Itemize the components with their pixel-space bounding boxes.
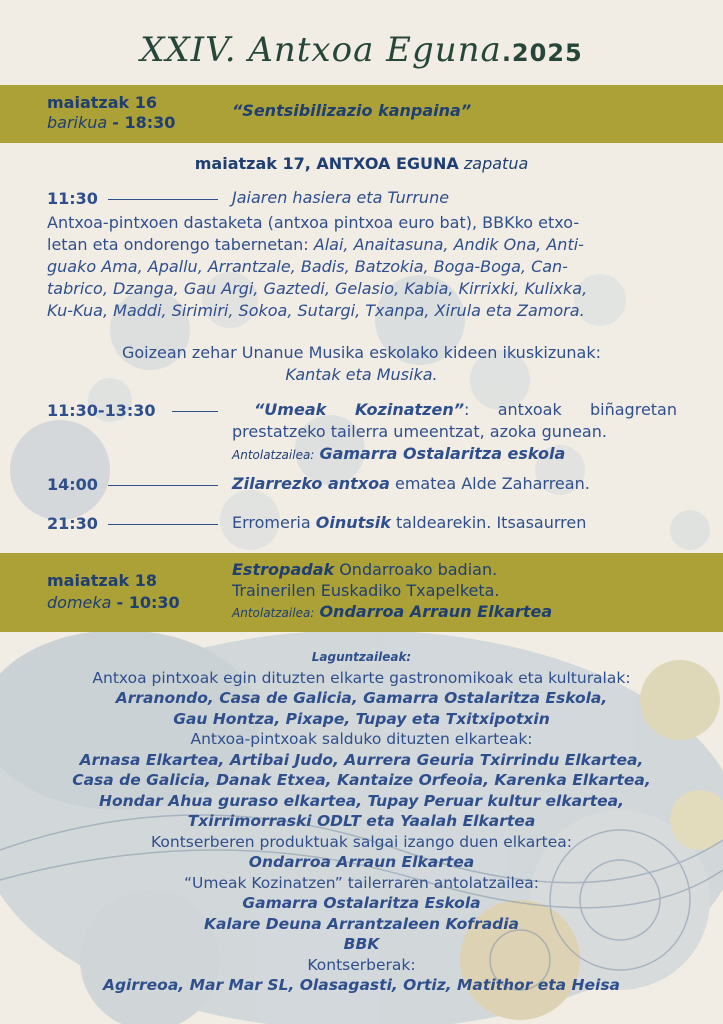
credits-line-8: Txirrimorraski ODLT eta Yaalah Elkartea bbox=[187, 812, 536, 830]
e4-desc: taldearekin. Itsasaurren bbox=[390, 513, 587, 532]
credits-line-16: Agirreoa, Mar Mar SL, Olasagasti, Ortiz, Matithor eta Heisa bbox=[102, 976, 621, 994]
credits-heading: Laguntzaileak: bbox=[311, 650, 412, 664]
e1-divider bbox=[108, 199, 218, 200]
pintxo-line-1: Antxoa-pintxoen dastaketa (antxoa pintxoa euro bat), BBKko etxo- bbox=[47, 213, 580, 232]
credits-line-9: Kontserberen produktuak salgai izango duen elkartea: bbox=[151, 832, 572, 851]
e4-block bbox=[232, 512, 586, 534]
musika-block bbox=[0, 342, 723, 386]
e4-pre: Erromeria bbox=[232, 513, 316, 532]
credits-line-5: Arnasa Elkartea, Artibai Judo, Aurrera Geuria Txirrindu Elkartea, bbox=[79, 750, 644, 769]
e2-block bbox=[232, 399, 677, 466]
pintxo-line-5: Ku-Kua, Maddi, Sirimiri, Sokoa, Sutargi, Txanpa, Xirula eta Zamora. bbox=[47, 301, 585, 320]
e3-divider bbox=[108, 485, 218, 486]
may18-block bbox=[232, 559, 552, 624]
credits-line-14: BBK bbox=[343, 935, 380, 953]
credits-line-3: Gau Hontza, Pixape, Tupay eta Txitxipotxin bbox=[173, 709, 550, 728]
musika-line-1: Goizean zehar Unanue Musika eskolako kideen ikuskizunak: bbox=[121, 343, 602, 362]
pintxo-paragraph bbox=[47, 212, 677, 322]
may16-event: “Sentsibilizazio kanpaina” bbox=[232, 101, 472, 120]
credits-block bbox=[20, 647, 703, 996]
e2-desc2: prestatzeko tailerra umeentzat, azoka gunean. bbox=[232, 422, 607, 441]
e3-desc: ematea Alde Zaharrean. bbox=[389, 474, 590, 493]
e2-org-label: Antolatzailea: bbox=[232, 448, 315, 462]
may17-day: zapatua bbox=[463, 154, 529, 173]
e3-time: 14:00 bbox=[47, 475, 98, 494]
title-main: XXIV. Antxoa Eguna bbox=[140, 30, 502, 70]
may18-org: Ondarroa Arraun Elkartea bbox=[319, 602, 553, 621]
musika-line-2: Kantak eta Musika. bbox=[285, 365, 438, 384]
e4-title: Oinutsik bbox=[315, 513, 391, 532]
credits-line-13: Kalare Deuna Arrantzaleen Kofradia bbox=[203, 914, 520, 933]
e2-divider bbox=[172, 411, 218, 412]
credits-line-1: Antxoa pintxoak egin dituzten elkarte gastronomikoak eta kulturalak: bbox=[92, 668, 631, 687]
credits-line-12: Gamarra Ostalaritza Eskola bbox=[242, 894, 481, 912]
e1-desc: Jaiaren hasiera eta Turrune bbox=[232, 188, 450, 207]
credits-line-15: Kontserberak: bbox=[307, 955, 416, 974]
may16-day: barikua bbox=[47, 113, 108, 132]
poster-title bbox=[0, 30, 723, 70]
credits-line-4: Antxoa-pintxoak salduko dituzten elkarteak: bbox=[190, 730, 533, 748]
may17-header bbox=[0, 154, 723, 173]
credits-line-7: Hondar Ahua guraso elkartea, Tupay Peruar kultur elkartea, bbox=[98, 791, 625, 810]
e3-title: Zilarrezko antxoa bbox=[232, 474, 390, 493]
pintxo-line-4: tabrico, Dzanga, Gau Argi, Gaztedi, Gelasio, Kabia, Kirrixki, Kulixka, bbox=[47, 279, 588, 298]
may18-desc2: Trainerilen Euskadiko Txapelketa. bbox=[232, 581, 500, 600]
may18-time: - 10:30 bbox=[116, 593, 180, 612]
pintxo-line-2-bars: Alai, Anaitasuna, Andik Ona, Anti- bbox=[313, 235, 584, 254]
credits-line-6: Casa de Galicia, Danak Etxea, Kantaize Orfeoia, Karenka Elkartea, bbox=[72, 771, 651, 789]
pintxo-line-3: guako Ama, Apallu, Arrantzale, Badis, Batzokia, Boga-Boga, Can- bbox=[47, 257, 568, 276]
e2-time: 11:30-13:30 bbox=[47, 401, 156, 420]
may16-date: maiatzak 16 bbox=[47, 93, 157, 112]
pintxo-line-2: letan eta ondorengo tabernetan: bbox=[47, 235, 314, 254]
may18-desc1: Ondarroako badian. bbox=[334, 560, 498, 579]
credits-line-10: Ondarroa Arraun Elkartea bbox=[248, 853, 475, 871]
may18-date: maiatzak 18 bbox=[47, 571, 157, 590]
may18-org-label: Antolatzailea: bbox=[232, 606, 315, 620]
e2-title: “Umeak Kozinatzen” bbox=[254, 400, 465, 419]
may18-band bbox=[0, 553, 723, 632]
e2-org: Gamarra Ostalaritza eskola bbox=[319, 444, 566, 463]
e4-time: 21:30 bbox=[47, 514, 98, 533]
credits-line-2: Arranondo, Casa de Galicia, Gamarra Ostalaritza Eskola, bbox=[115, 689, 608, 707]
credits-line-11: “Umeak Kozinatzen” tailerraren antolatzailea: bbox=[183, 873, 540, 892]
e3-block bbox=[232, 473, 590, 495]
may18-title: Estropadak bbox=[232, 560, 335, 579]
e1-time: 11:30 bbox=[47, 189, 98, 208]
may16-band bbox=[0, 85, 723, 143]
may16-time: - 18:30 bbox=[112, 113, 176, 132]
may18-day: domeka bbox=[47, 593, 112, 612]
e2-desc1: : antxoak biñagretan bbox=[464, 400, 678, 419]
may17-date: maiatzak 17, ANTXOA EGUNA bbox=[194, 154, 459, 173]
title-year: .2025 bbox=[501, 39, 583, 67]
e4-divider bbox=[108, 524, 218, 525]
